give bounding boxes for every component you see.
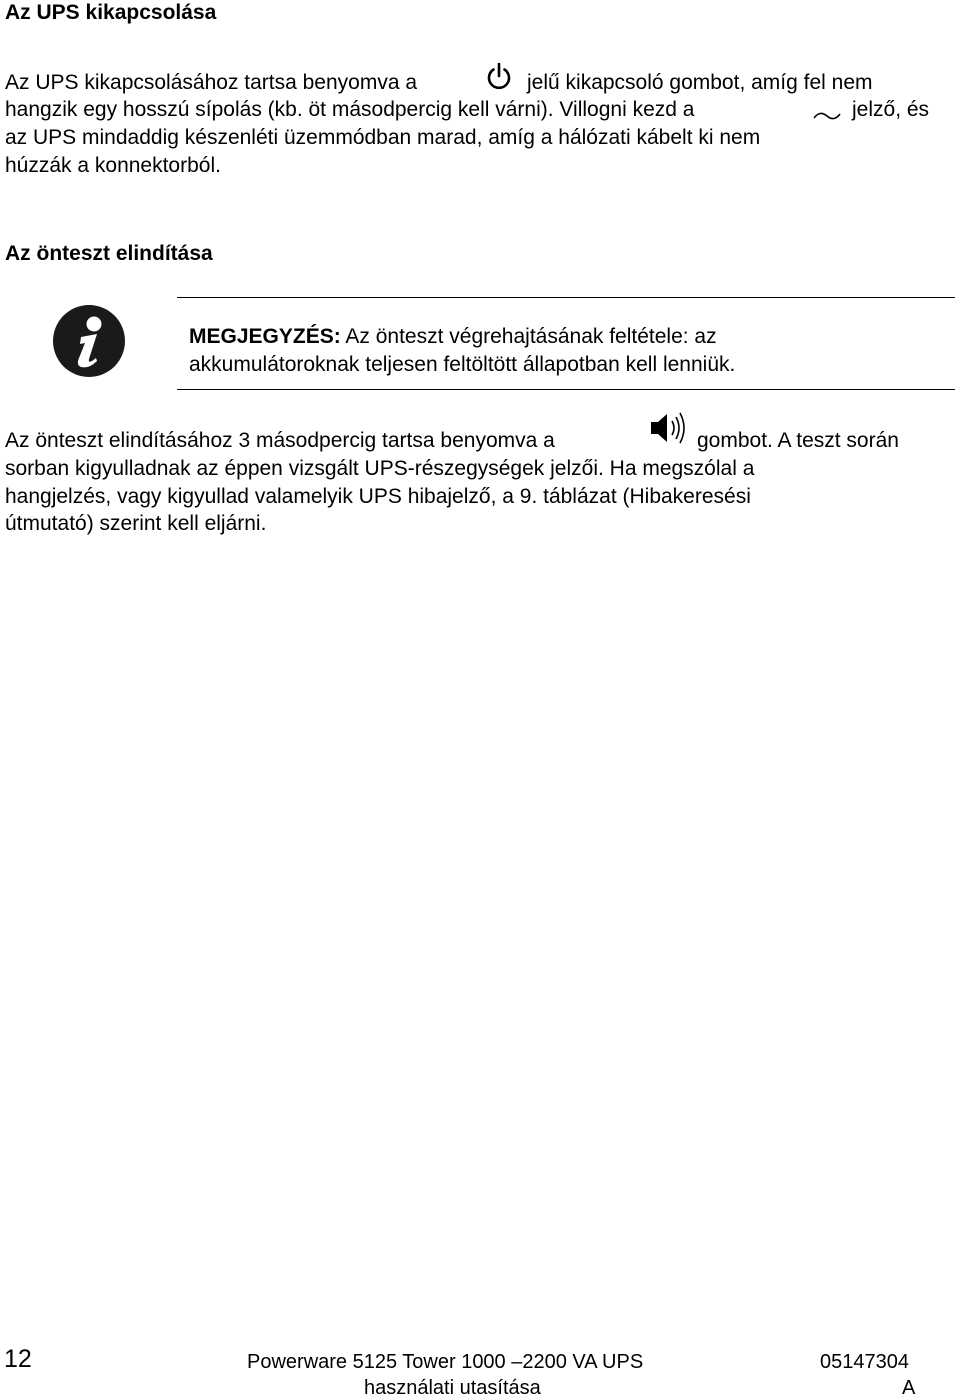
speaker-icon xyxy=(646,408,688,448)
note-line: akkumulátoroknak teljesen feltöltött állapotban kell lenniük. xyxy=(189,353,736,376)
note-text: Az önteszt végrehajtásának feltétele: az xyxy=(340,325,717,348)
paragraph-line: jelű kikapcsoló gombot, amíg fel nem xyxy=(527,71,873,94)
note-divider-bottom xyxy=(177,389,955,390)
paragraph-line: Az UPS kikapcsolásához tartsa benyomva a xyxy=(5,71,418,94)
page-number: 12 xyxy=(4,1345,32,1373)
footer-revision: A xyxy=(902,1377,916,1399)
footer-product-title: Powerware 5125 Tower 1000 –2200 VA UPS xyxy=(247,1351,644,1373)
section-title-self-test: Az önteszt elindítása xyxy=(5,242,213,265)
note-label: MEGJEGYZÉS: xyxy=(189,325,341,348)
paragraph-line: útmutató) szerint kell eljárni. xyxy=(5,512,267,535)
footer-product-subtitle: használati utasítása xyxy=(364,1377,541,1399)
paragraph-line: az UPS mindaddig készenléti üzemmódban marad, amíg a hálózati kábelt ki nem xyxy=(5,126,761,149)
paragraph-line: hangzik egy hosszú sípolás (kb. öt másodpercig kell várni). Villogni kezd a xyxy=(5,98,695,121)
paragraph-line: jelző, és xyxy=(852,98,930,121)
paragraph-line: sorban kigyulladnak az éppen vizsgált UPS-részegységek jelzői. Ha megszólal a xyxy=(5,457,755,480)
paragraph-line: húzzák a konnektorból. xyxy=(5,154,221,177)
power-icon xyxy=(484,62,514,92)
note-line xyxy=(189,325,717,349)
footer-doc-number: 05147304 xyxy=(820,1351,909,1373)
paragraph-line: hangjelzés, vagy kigyullad valamelyik UPS hibajelző, a 9. táblázat (Hibakeresési xyxy=(5,485,751,508)
section-title-ups-shutdown: Az UPS kikapcsolása xyxy=(5,1,217,24)
info-icon xyxy=(51,303,127,379)
ac-wave-icon xyxy=(812,109,842,123)
paragraph-line: gombot. A teszt során xyxy=(697,429,899,452)
paragraph-line: Az önteszt elindításához 3 másodpercig tartsa benyomva a xyxy=(5,429,555,452)
note-divider-top xyxy=(177,297,955,298)
